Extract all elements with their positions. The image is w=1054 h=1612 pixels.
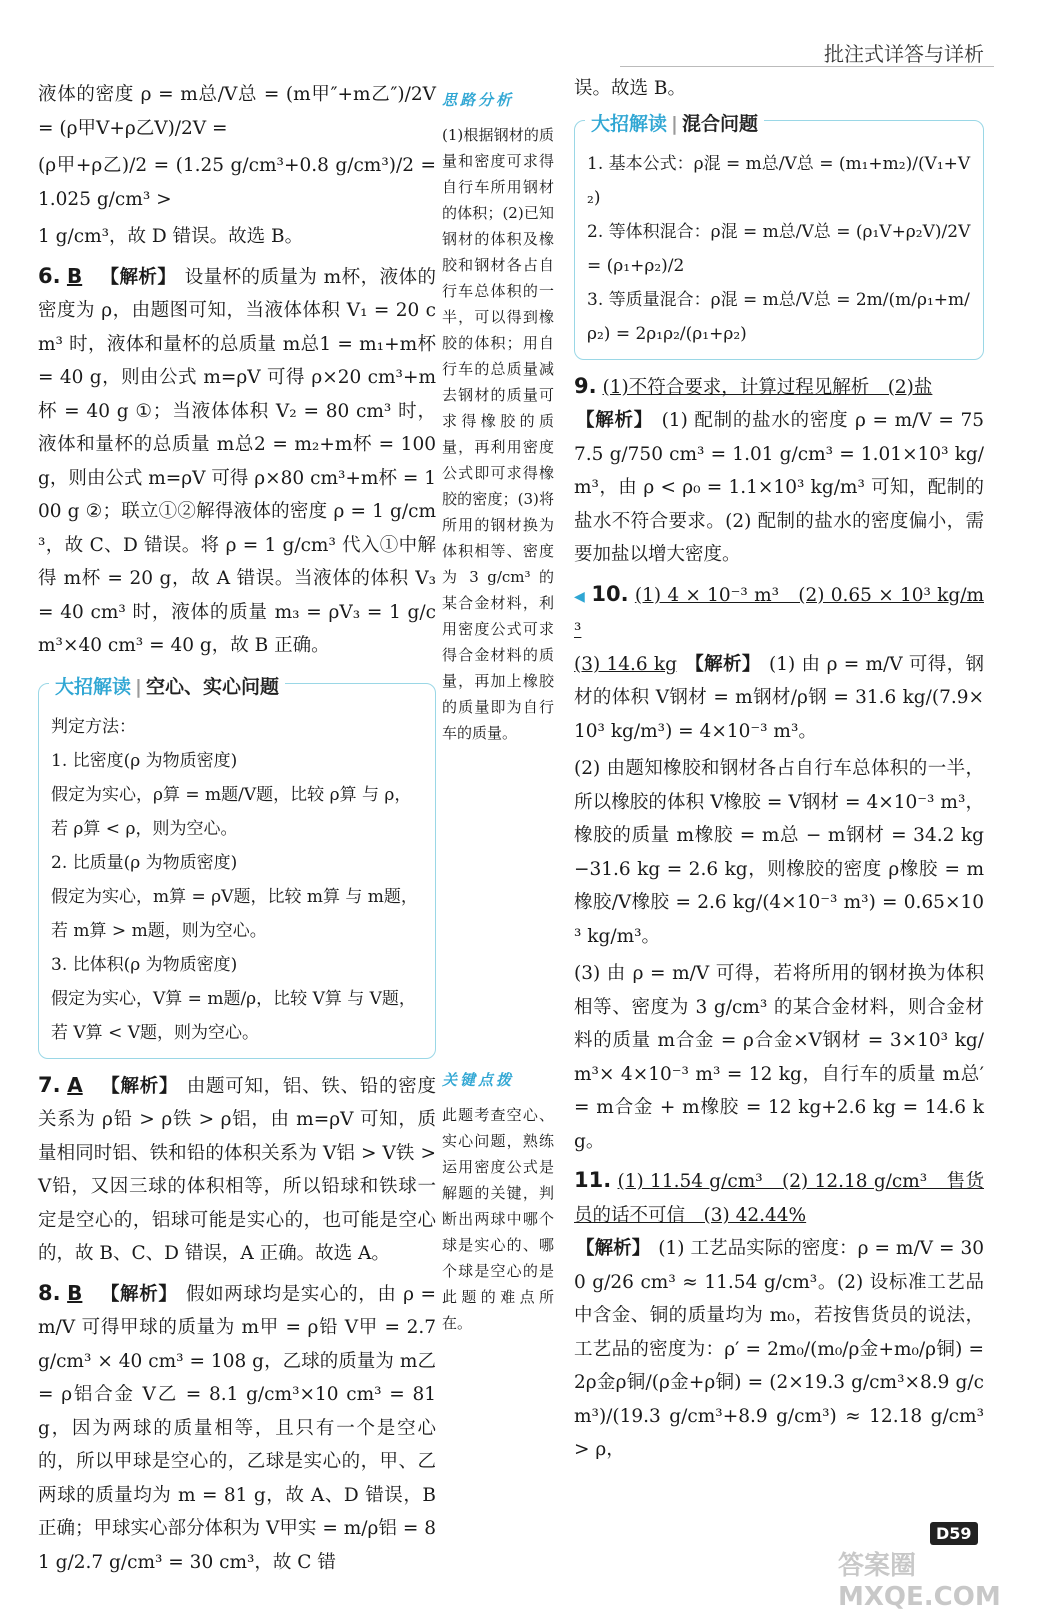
q5-continuation-line1: 液体的密度 ρ = m总/V总 = (m甲″+m乙″)/2V = (ρ甲V+ρ乙V)/2V = [38,84,436,139]
tip-line: 假定为实心，V算 = m题/ρ，比较 V算 与 V题，若 V算 < V题，则为空心。 [51,988,416,1043]
question-number: 6. [38,263,61,288]
tip-box-topic: 空心、实心问题 [145,675,279,698]
question-10 [574,578,984,749]
analysis-text: (1) 配制的盐水的密度 ρ = m/V = 757.5 g/750 cm³ = 1.01 g/cm³ = 1.01×10³ kg/m³，由 ρ < ρ₀ = 1.1×10³ kg/m³ 可知，配制的盐水不符合要求。(2) 配制的盐水的密度偏小，需要加盐以增大密度。 [574,410,984,565]
tip-line: 假定为实心，ρ算 = m题/V题，比较 ρ算 与 ρ，若 ρ算 < ρ，则为空心。 [51,784,412,839]
tip-box-mixture [574,112,984,360]
q5-continuation-line2: (ρ甲+ρ乙)/2 = (1.25 g/cm³+0.8 g/cm³)/2 = 1.025 g/cm³ > [38,155,436,210]
right-column [574,72,984,1471]
analysis-text: 由题可知，铝、铁、铅的密度关系为 ρ铅 > ρ铁 > ρ铝，由 m=ρV 可知，质量相同时铝、铁和铅的体积关系为 V铝 > V铁 > V铅，又因三球的体积相等，所以铅球和铁球一定是空心的，铝球可能是实心的，也可能是空心的，故 B、C、D 错误，A 正确。故选 A。 [38,1075,436,1264]
side-note-title: 关键点拨 [442,1071,515,1089]
answer-summary-part3: (3) 14.6 kg [574,653,677,675]
tip-line: 1. 比密度(ρ 为物质密度) [51,750,238,771]
analysis-text: 设量杯的质量为 m杯，液体的密度为 ρ，由题图可知，当液体体积 V₁ = 20 cm³ 时，液体和量杯的总质量 m总1 = m₁+m杯 = 40 g，则由公式 m=ρV 可得 ρ×20 cm³+m杯 = 40 g ①；当液体体积 V₂ = 80 cm³ 时，液体和量杯的总质量 m总2 = m₂+m杯 = 100 g，则由公式 m=ρV 可得 ρ×80 cm³+m杯 = 100 g ②；联立①②解得液体的密度 ρ = 1 g/cm³，故 C、D 错误。将 ρ = 1 g/cm³ 代入①中解得 m杯 = 20 g，故 A 错误。当液体的体积 V₃ = 40 cm³ 时，液体的质量 m₃ = ρV₃ = 1 g/cm³×40 cm³ = 40 g，故 B 正确。 [38,266,436,656]
q10-analysis-part3: (3) 由 ρ = m/V 可得，若将所用的钢材换为体积相等、密度为 3 g/cm³ 的某合金材料，则合金材料的质量 m合金 = ρ合金×V钢材 = 3×10³ kg/m³× 4×10⁻³ m³ = 12 kg，自行车的质量 m总′ = m合金 + m橡胶 = 12 kg+2.6 kg = 14.6 kg。 [574,963,984,1152]
tip-box-separator: | [671,112,678,135]
answer-letter: B [66,263,83,288]
question-number: 11. [574,1168,612,1192]
question-number: 9. [574,373,597,398]
tip-box-title [585,107,764,141]
q8-continuation: 误。故选 B。 [574,78,686,99]
side-note-approach [442,84,554,746]
analysis-text: 假如两球均是实心的，由 ρ = m/V 可得甲球的质量为 m甲 = ρ铅 V甲 = 2.7 g/cm³ × 40 cm³ = 108 g，乙球的质量为 m乙 = ρ铝合金 V乙 = 8.1 g/cm³×10 cm³ = 81 g，因为两球的质量相等，且只有一个是空心的，所以甲球是空心的，乙球是实心的，甲、乙两球的质量均为 m = 81 g，故 A、D 错误，B 正确；甲球实心部分体积为 V甲实 = m/ρ铝 = 81 g/2.7 g/cm³ = 30 cm³，故 C 错 [38,1283,436,1573]
tip-line: 3. 等质量混合：ρ混 = m总/V总 = 2m/(m/ρ₁+m/ρ₂) = 2ρ₁ρ₂/(ρ₁+ρ₂) [587,289,970,344]
tip-box-topic: 混合问题 [681,112,758,135]
question-number: 7. [38,1072,61,1097]
tip-box-label: 大招解读 [55,675,132,698]
side-note-text: (1)根据钢材的质量和密度可求得自行车所用钢材的体积；(2)已知钢材的体积及橡胶和钢材各占自行车总体积的一半，可以得到橡胶的体积；用自行车的总质量减去钢材的质量可求得橡胶的质量，再利用密度公式即可求得橡胶的密度；(3)将所用的钢材换为体积相等、密度为 3 g/cm³ 的某合金材料，利用密度公式可求得合金材料的质量，再加上橡胶的质量即为自行车的质量。 [442,125,554,742]
question-number: 10. [591,581,629,606]
analysis-text: (1) 工艺品实际的密度：ρ = m/V = 300 g/26 cm³ ≈ 11.54 g/cm³。(2) 设标准工艺品中含金、铜的质量均为 m₀，若按售货员的说法，工艺品的密度为：ρ′ = 2m₀/(m₀/ρ金+m₀/ρ铜) = 2ρ金ρ铜/(ρ金+ρ铜) = (2×19.3 g/cm³×8.9 g/cm³)/(19.3 g/cm³+8.9 g/cm³) ≈ 12.18 g/cm³ > ρ， [574,1238,984,1460]
left-column [38,78,436,1583]
tip-line: 2. 等体积混合：ρ混 = m总/V总 = (ρ₁V+ρ₂V)/2V = (ρ₁+ρ₂)/2 [587,221,971,276]
tip-box-label: 大招解读 [591,112,668,135]
tip-box-separator: | [135,675,142,698]
analysis-tag: 【解析】 [101,1075,179,1097]
answer-summary: (1) 4 × 10⁻³ m³ (2) 0.65 × 10³ kg/m³ [574,584,984,641]
question-number: 8. [38,1280,61,1305]
watermark: 答案圈 MXQE.COM [838,1551,1001,1612]
question-6 [38,260,436,663]
side-note-key-point [442,1064,554,1336]
answer-letter: A [67,1072,83,1097]
analysis-tag: 【解析】 [100,1283,178,1305]
analysis-tag: 【解析】 [685,653,761,675]
header-rule [620,66,994,67]
analysis-tag: 【解析】 [100,266,177,288]
side-note-text: 此题考查空心、实心问题，熟练运用密度公式是解题的关键，判断出两球中哪个球是实心的、哪个球是空心的是此题的难点所在。 [442,1105,554,1332]
tip-line: 1. 基本公式：ρ混 = m总/V总 = (m₁+m₂)/(V₁+V₂) [587,153,971,208]
question-8 [38,1277,436,1580]
page-number: D59 [930,1522,978,1545]
tip-line: 2. 比质量(ρ 为物质密度) [51,852,238,873]
question-7 [38,1069,436,1271]
answer-summary: (1)不符合要求，计算过程见解析 (2)盐 [602,376,933,398]
tip-line: 假定为实心，m算 = ρV题，比较 m算 与 m题，若 m算 > m题，则为空心。 [51,886,418,941]
analysis-text-part1: (1) 由 ρ = m/V 可得，钢材的体积 V钢材 = m钢材/ρ钢 = 31.6 kg/(7.9×10³ kg/m³) = 4×10⁻³ m³。 [574,653,984,742]
tip-box-title [49,670,285,704]
side-note-title: 思路分析 [442,91,515,109]
running-header: 批注式详答与详析 [824,42,984,66]
tip-box-hollow-solid [38,675,436,1059]
q10-analysis-part2: (2) 由题知橡胶和钢材各占自行车总体积的一半，所以橡胶的体积 V橡胶 = V钢材 = 4×10⁻³ m³，橡胶的质量 m橡胶 = m总 − m钢材 = 34.2 kg−31.6 kg = 2.6 kg，则橡胶的密度 ρ橡胶 = m橡胶/V橡胶 = 2.6 kg/(4×10⁻³ m³) = 0.65×10³ kg/m³。 [574,758,984,947]
question-11 [574,1164,984,1467]
answer-summary: (1) 11.54 g/cm³ (2) 12.18 g/cm³ 售货员的话不可信 (3) 42.44% [574,1171,984,1226]
answer-letter: B [67,1280,83,1305]
tip-line: 3. 比体积(ρ 为物质密度) [51,954,238,975]
analysis-tag: 【解析】 [576,410,653,431]
pointer-triangle-icon: ◀ [574,588,586,605]
tip-line: 判定方法： [51,716,136,737]
analysis-tag: 【解析】 [576,1238,651,1259]
q5-continuation-line3: 1 g/cm³，故 D 错误。故选 B。 [38,226,304,247]
question-9 [574,370,984,572]
